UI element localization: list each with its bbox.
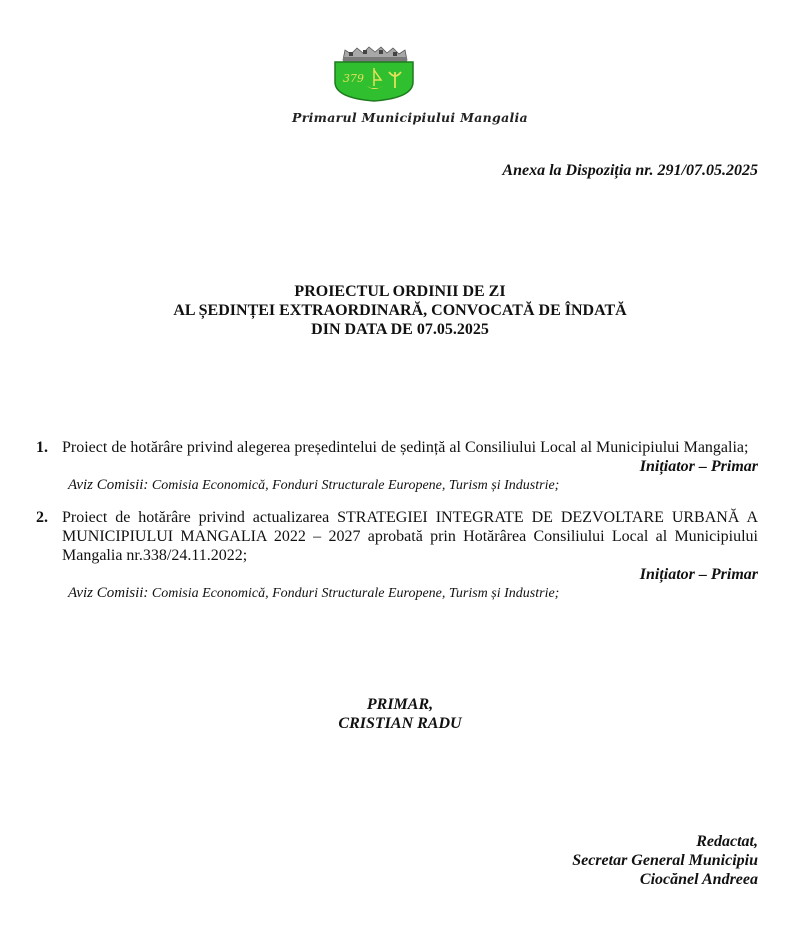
agenda-item-opinion — [68, 476, 758, 495]
agenda-item — [36, 508, 758, 603]
mayor-signature — [0, 695, 800, 733]
agenda-item-opinion — [68, 584, 758, 603]
mayor-name: CRISTIAN RADU — [338, 715, 462, 732]
title-line-3: DIN DATA DE 07.05.2025 — [311, 321, 489, 338]
annex-reference: Anexa la Dispoziția nr. 291/07.05.2025 — [502, 162, 758, 179]
agenda-item-text: Proiect de hotărâre privind alegerea președintelui de ședință al Consiliului Local al Municipiului Mangalia; — [62, 439, 749, 456]
institution-name: Primarul Municipiului Mangalia — [292, 110, 528, 125]
drafted-role: Secretar General Municipiu — [572, 852, 758, 869]
agenda-item-number: 2. — [36, 509, 48, 526]
opinion-label: Aviz Comisii: — [68, 477, 149, 493]
agenda-item-initiator: Inițiator – Primar — [639, 566, 758, 583]
coat-of-arms-logo — [329, 46, 419, 102]
drafted-label: Redactat, — [696, 833, 758, 850]
opinion-text: Comisia Economică, Fonduri Structurale Europene, Turism și Industrie; — [151, 478, 560, 493]
agenda-item — [36, 438, 758, 495]
drafted-name: Ciocănel Andreea — [639, 871, 758, 888]
document-title — [0, 282, 800, 339]
agenda-list — [36, 438, 758, 616]
opinion-text: Comisia Economică, Fonduri Structurale Europene, Turism și Industrie; — [151, 586, 560, 601]
title-line-1: PROIECTUL ORDINII DE ZI — [294, 283, 506, 300]
opinion-label: Aviz Comisii: — [68, 585, 149, 601]
svg-text:379: 379 — [343, 72, 364, 85]
agenda-item-number: 1. — [36, 439, 48, 456]
title-line-2: AL ȘEDINȚEI EXTRAORDINARĂ, CONVOCATĂ DE ÎNDATĂ — [173, 302, 627, 319]
agenda-item-text: Proiect de hotărâre privind actualizarea STRATEGIEI INTEGRATE DE DEZVOLTARE URBANĂ A MUNICIPIULUI MANGALIA 2022 – 2027 aprobată prin Hotărârea Consiliului Local al Municipiului Mangalia nr.338/24.11.2022; — [62, 509, 758, 564]
coat-of-arms-icon — [329, 46, 419, 102]
agenda-item-initiator: Inițiator – Primar — [639, 458, 758, 475]
mayor-title: PRIMAR, — [366, 696, 434, 713]
drafted-by — [572, 832, 758, 889]
